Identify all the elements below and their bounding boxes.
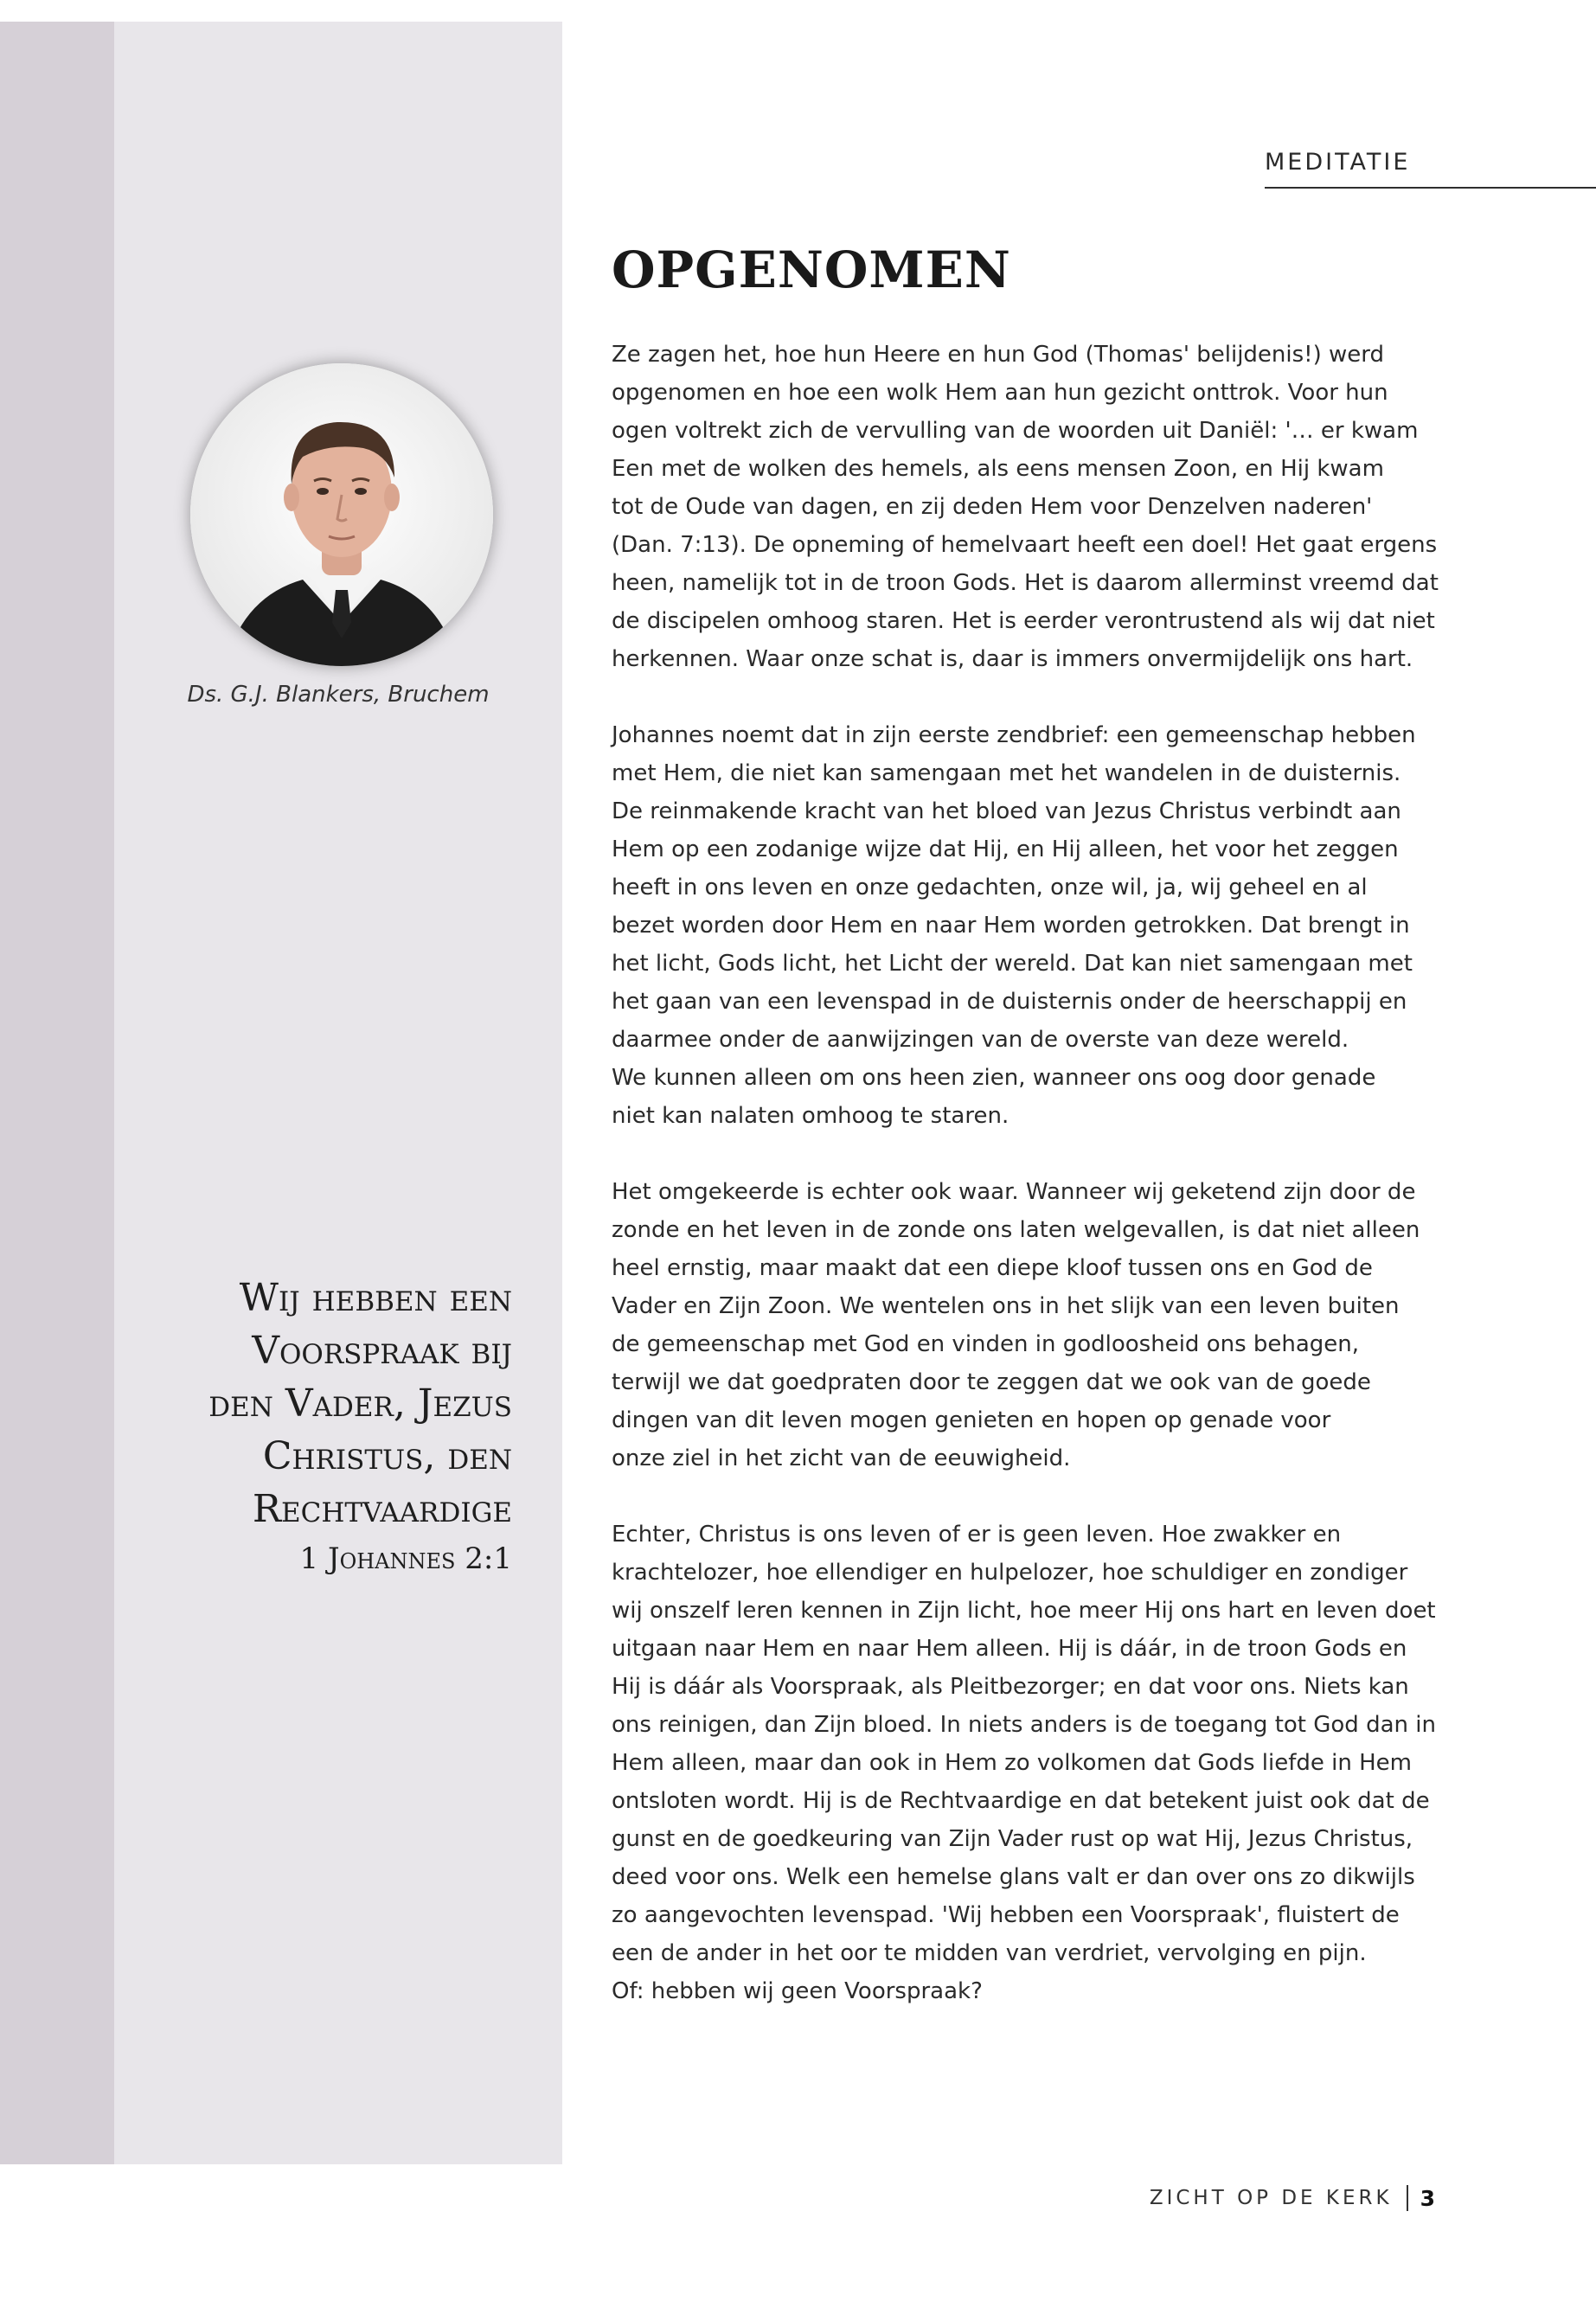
text-line: heeft in ons leven en onze gedachten, onze wil, ja, wij geheel en al bbox=[612, 875, 1368, 901]
author-portrait bbox=[190, 363, 493, 666]
text-line: Ze zagen het, hoe hun Heere en hun God (Thomas' belijdenis!) werd bbox=[612, 342, 1385, 368]
text-line: gunst en de goedkeuring van Zijn Vader rust op wat Hij, Jezus Christus, bbox=[612, 1826, 1413, 1852]
paragraph-3 bbox=[612, 1173, 1442, 1477]
paragraph-1 bbox=[612, 336, 1442, 678]
quote-line: Rechtvaardige bbox=[252, 1487, 512, 1531]
sidebar-band-dark bbox=[0, 22, 114, 2164]
text-line: heen, namelijk tot in de troon Gods. Het is daarom allerminst vreemd dat bbox=[612, 570, 1439, 596]
text-line: Echter, Christus is ons leven of er is geen leven. Hoe zwakker en bbox=[612, 1522, 1342, 1548]
text-line: zo aangevochten levenspad. 'Wij hebben een Voorspraak', fluistert de bbox=[612, 1902, 1400, 1928]
magazine-name: ZICHT OP DE KERK bbox=[1149, 2187, 1393, 2209]
quote-line: den Vader, Jezus bbox=[208, 1381, 512, 1426]
text-line: Hem alleen, maar dan ook in Hem zo volkomen dat Gods liefde in Hem bbox=[612, 1750, 1412, 1776]
footer-divider bbox=[1407, 2185, 1408, 2211]
text-line: de gemeenschap met God en vinden in godloosheid ons behagen, bbox=[612, 1331, 1360, 1357]
text-line: daarmee onder de aanwijzingen van de overste van deze wereld. bbox=[612, 1027, 1349, 1053]
text-line: Vader en Zijn Zoon. We wentelen ons in het slijk van een leven buiten bbox=[612, 1293, 1400, 1319]
text-line: tot de Oude van dagen, en zij deden Hem voor Denzelven naderen' bbox=[612, 494, 1373, 520]
quote-line: Christus, den bbox=[262, 1434, 512, 1478]
section-label: MEDITATIE bbox=[1265, 149, 1411, 176]
text-line: Het omgekeerde is echter ook waar. Wanneer wij geketend zijn door de bbox=[612, 1179, 1416, 1205]
text-line: het gaan van een levenspad in de duisternis onder de heerschappij en bbox=[612, 989, 1407, 1015]
sidebar-band-light bbox=[114, 22, 562, 2164]
text-line: Een met de wolken des hemels, als eens mensen Zoon, en Hij kwam bbox=[612, 456, 1384, 482]
paragraph-4 bbox=[612, 1516, 1442, 2010]
text-line: Hij is dáár als Voorspraak, als Pleitbezorger; en dat voor ons. Niets kan bbox=[612, 1674, 1409, 1700]
text-line: onze ziel in het zicht van de eeuwigheid. bbox=[612, 1445, 1071, 1471]
pull-quote bbox=[130, 1272, 512, 1582]
text-line: We kunnen alleen om ons heen zien, wanneer ons oog door genade bbox=[612, 1065, 1376, 1091]
text-line: Hem op een zodanige wijze dat Hij, en Hij alleen, het voor het zeggen bbox=[612, 836, 1399, 862]
section-rule bbox=[1265, 187, 1596, 189]
text-line: dingen van dit leven mogen genieten en hopen op genade voor bbox=[612, 1407, 1331, 1433]
text-line: uitgaan naar Hem en naar Hem alleen. Hij is dáár, in de troon Gods en bbox=[612, 1636, 1407, 1662]
page-footer bbox=[1150, 2185, 1435, 2211]
text-line: Of: hebben wij geen Voorspraak? bbox=[612, 1978, 983, 2004]
author-caption: Ds. G.J. Blankers, Bruchem bbox=[187, 682, 490, 708]
text-line: het licht, Gods licht, het Licht der wereld. Dat kan niet samengaan met bbox=[612, 951, 1413, 977]
article-body bbox=[612, 336, 1442, 2048]
text-line: heel ernstig, maar maakt dat een diepe kloof tussen ons en God de bbox=[612, 1255, 1373, 1281]
article-title: OPGENOMEN bbox=[612, 240, 1011, 299]
text-line: wij onszelf leren kennen in Zijn licht, hoe meer Hij ons hart en leven doet bbox=[612, 1598, 1436, 1624]
text-line: krachtelozer, hoe ellendiger en hulpelozer, hoe schuldiger en zondiger bbox=[612, 1560, 1408, 1586]
text-line: deed voor ons. Welk een hemelse glans valt er dan over ons zo dikwijls bbox=[612, 1864, 1415, 1890]
text-line: met Hem, die niet kan samengaan met het wandelen in de duisternis. bbox=[612, 760, 1401, 786]
page-number: 3 bbox=[1420, 2185, 1435, 2211]
text-line: ogen voltrekt zich de vervulling van de woorden uit Daniël: '… er kwam bbox=[612, 418, 1419, 444]
text-line: De reinmakende kracht van het bloed van Jezus Christus verbindt aan bbox=[612, 798, 1401, 824]
text-line: Johannes noemt dat in zijn eerste zendbrief: een gemeenschap hebben bbox=[612, 722, 1416, 748]
text-line: terwijl we dat goedpraten door te zeggen dat we ook van de goede bbox=[612, 1369, 1371, 1395]
text-line: een de ander in het oor te midden van verdriet, vervolging en pijn. bbox=[612, 1940, 1367, 1966]
quote-line: Wij hebben een bbox=[239, 1276, 512, 1320]
portrait-illustration bbox=[190, 363, 493, 666]
quote-reference: 1 Johannes 2:1 bbox=[299, 1541, 512, 1576]
text-line: (Dan. 7:13). De opneming of hemelvaart heeft een doel! Het gaat ergens bbox=[612, 532, 1438, 558]
quote-line: Voorspraak bij bbox=[252, 1329, 512, 1373]
text-line: ontsloten wordt. Hij is de Rechtvaardige en dat betekent juist ook dat de bbox=[612, 1788, 1430, 1814]
text-line: bezet worden door Hem en naar Hem worden getrokken. Dat brengt in bbox=[612, 913, 1410, 939]
paragraph-2 bbox=[612, 716, 1442, 1135]
text-line: de discipelen omhoog staren. Het is eerder verontrustend als wij dat niet bbox=[612, 608, 1435, 634]
text-line: opgenomen en hoe een wolk Hem aan hun gezicht onttrok. Voor hun bbox=[612, 380, 1388, 406]
text-line: niet kan nalaten omhoog te staren. bbox=[612, 1103, 1010, 1129]
text-line: herkennen. Waar onze schat is, daar is immers onvermijdelijk ons hart. bbox=[612, 646, 1413, 672]
text-line: zonde en het leven in de zonde ons laten welgevallen, is dat niet alleen bbox=[612, 1217, 1420, 1243]
text-line: ons reinigen, dan Zijn bloed. In niets anders is de toegang tot God dan in bbox=[612, 1712, 1436, 1738]
